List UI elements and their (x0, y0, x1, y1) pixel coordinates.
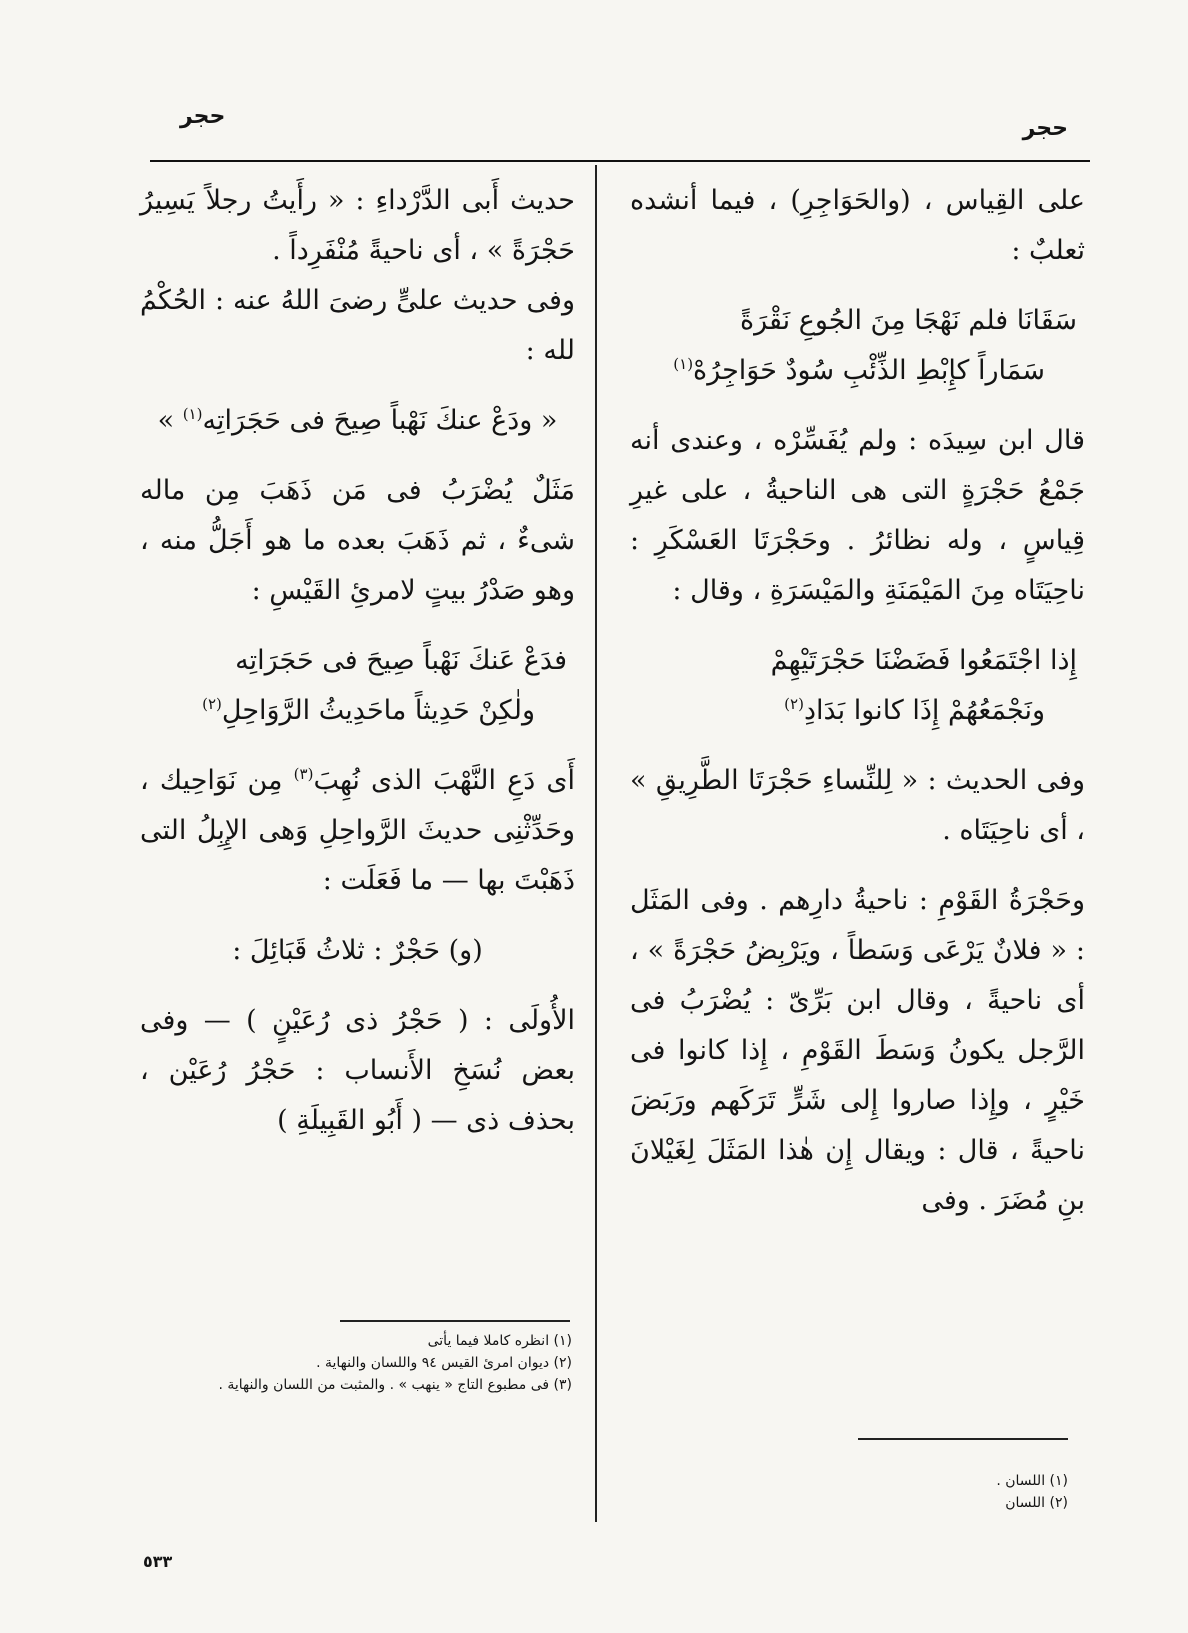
footnote: (٢) اللسان (1005, 1495, 1068, 1511)
paragraph: وفى حديث علىٍّ رضىَ اللهُ عنه : الحُكْمُ لله : (140, 285, 575, 366)
footnote-rule (858, 1438, 1068, 1440)
paragraph: وحَجْرَةُ القَوْمِ : ناحيةُ دارِهم . وفى المَثَل : « فلانٌ يَرْعَى وَسَطاً ، ويَرْبِضُ حَجْرَةً » ، أى ناحيةً ، وقال ابن بَرِّىّ : يُضْرَبُ فى الرَّجل يكونُ وَسَطَ القَوْمِ ، إِذا كانوا فى خَيْرٍ ، وإِذا صاروا إِلى شَرٍّ تَرَكَهم ورَبَضَ ناحيةً ، قال : ويقال إِن هٰذا المَثَلَ لِغَيْلانَ بنِ مُضَرَ . وفى (630, 885, 1085, 1216)
paragraph: وفى الحديث : « لِلنِّساءِ حَجْرَتَا الطَّرِيقِ » ، أى ناحِيَتَاه . (630, 765, 1085, 846)
verse (630, 296, 1085, 396)
footnotes-left (180, 1330, 572, 1396)
paragraph: الأُولَى : ( حَجْرُ ذى رُعَيْنٍ ) — وفى بعض نُسَخِ الأَنساب : حَجْرُ رُعَيْن ، بحذف ذى — ( أَبُو القَبِيلَةِ ) (140, 1005, 575, 1136)
footnote-ref: (٢) (202, 695, 222, 713)
running-head-right: حجر (1022, 116, 1068, 141)
right-column (630, 176, 1085, 1226)
column-divider (595, 165, 597, 1522)
paragraph: على القِياس ، (والحَوَاجِرِ) ، فيما أنشده ثعلبٌ : (630, 185, 1085, 266)
footnote-ref: (١) (182, 405, 203, 423)
footnote: (١) اللسان . (996, 1473, 1068, 1489)
quote: « ودَعْ عنكَ نَهْباً صِيحَ فى حَجَرَاتِه$^{(١)}$ » (157, 405, 558, 436)
verse (140, 636, 575, 736)
verse-line: فدَعْ عَنكَ نَهْباً صِيحَ فى حَجَرَاتِه (235, 645, 567, 676)
left-column (140, 176, 575, 1146)
verse-line: ولٰكِنْ حَدِيثاً ماحَدِيثُ الرَّوَاحِلِ$^{(٢)}$ (202, 695, 535, 726)
footnote-rule (340, 1320, 570, 1322)
footnote-ref: (١) (673, 355, 694, 373)
footnote-ref: (٣) (293, 765, 314, 783)
footnotes-right (860, 1470, 1068, 1514)
footnote-ref: (٢) (784, 695, 804, 713)
verse-line: إِذا اجْتَمَعُوا فَضَضْنَا حَجْرَتَيْهِمْ (770, 645, 1077, 676)
paragraph: قال ابن سِيدَه : ولم يُفَسِّرْه ، وعندى أنه جَمْعُ حَجْرَةٍ التى هى الناحيةُ ، على غيرِ قِياسٍ ، وله نظائرُ . وحَجْرَتَا العَسْكَرِ : ناحِيَتَاه مِنَ المَيْمَنَةِ والمَيْسَرَةِ ، وقال : (630, 425, 1085, 606)
running-head-left: حجر (180, 104, 226, 129)
paragraph: أَى دَعِ النَّهْبَ الذى نُهِبَ$^{(٣)}$ مِن نَوَاحِيك ، وحَدِّثْنِى حديثَ الرَّواحِلِ وَهى الإِبِلُ التى ذَهَبْتَ بها — ما فَعَلَت : (140, 765, 576, 896)
verse (630, 636, 1085, 736)
verse-line: سَقَانَا فلم نَهْجَا مِنَ الجُوعِ نَقْرَةً (739, 305, 1077, 336)
footnote: (١) انظره كاملا فيما يأتى (427, 1333, 572, 1349)
header-rule (150, 160, 1090, 162)
paragraph: حديث أَبى الدَّرْداءِ : « رأَيتُ رجلاً يَسِيرُ حَجْرَةً » ، أى ناحيةً مُنْفَرِداً . (140, 185, 575, 266)
footnote: (٢) ديوان امرئ القيس ٩٤ واللسان والنهاية . (316, 1355, 572, 1371)
footnote: (٣) فى مطبوع التاج « ينهب » . والمثبت من اللسان والنهاية . (218, 1377, 572, 1393)
page-number: ٥٣٣ (143, 1552, 173, 1571)
paragraph: (و) حَجْرٌ : ثلاثُ قَبَائِلَ : (232, 935, 483, 966)
verse-line: سَمَاراً كإِبْطِ الذِّئْبِ سُودٌ حَوَاجِرُهْ$^{(١)}$ (673, 355, 1045, 386)
verse-line: ونَجْمَعُهُمْ إِذَا كانوا بَدَادِ$^{(٢)}$ (784, 695, 1045, 726)
paragraph: مَثَلٌ يُضْرَبُ فى مَن ذَهَبَ مِن ماله شىءٌ ، ثم ذَهَبَ بعده ما هو أَجَلُّ منه ، وهو صَدْرُ بيتٍ لامرئِ القَيْسِ : (140, 475, 575, 606)
